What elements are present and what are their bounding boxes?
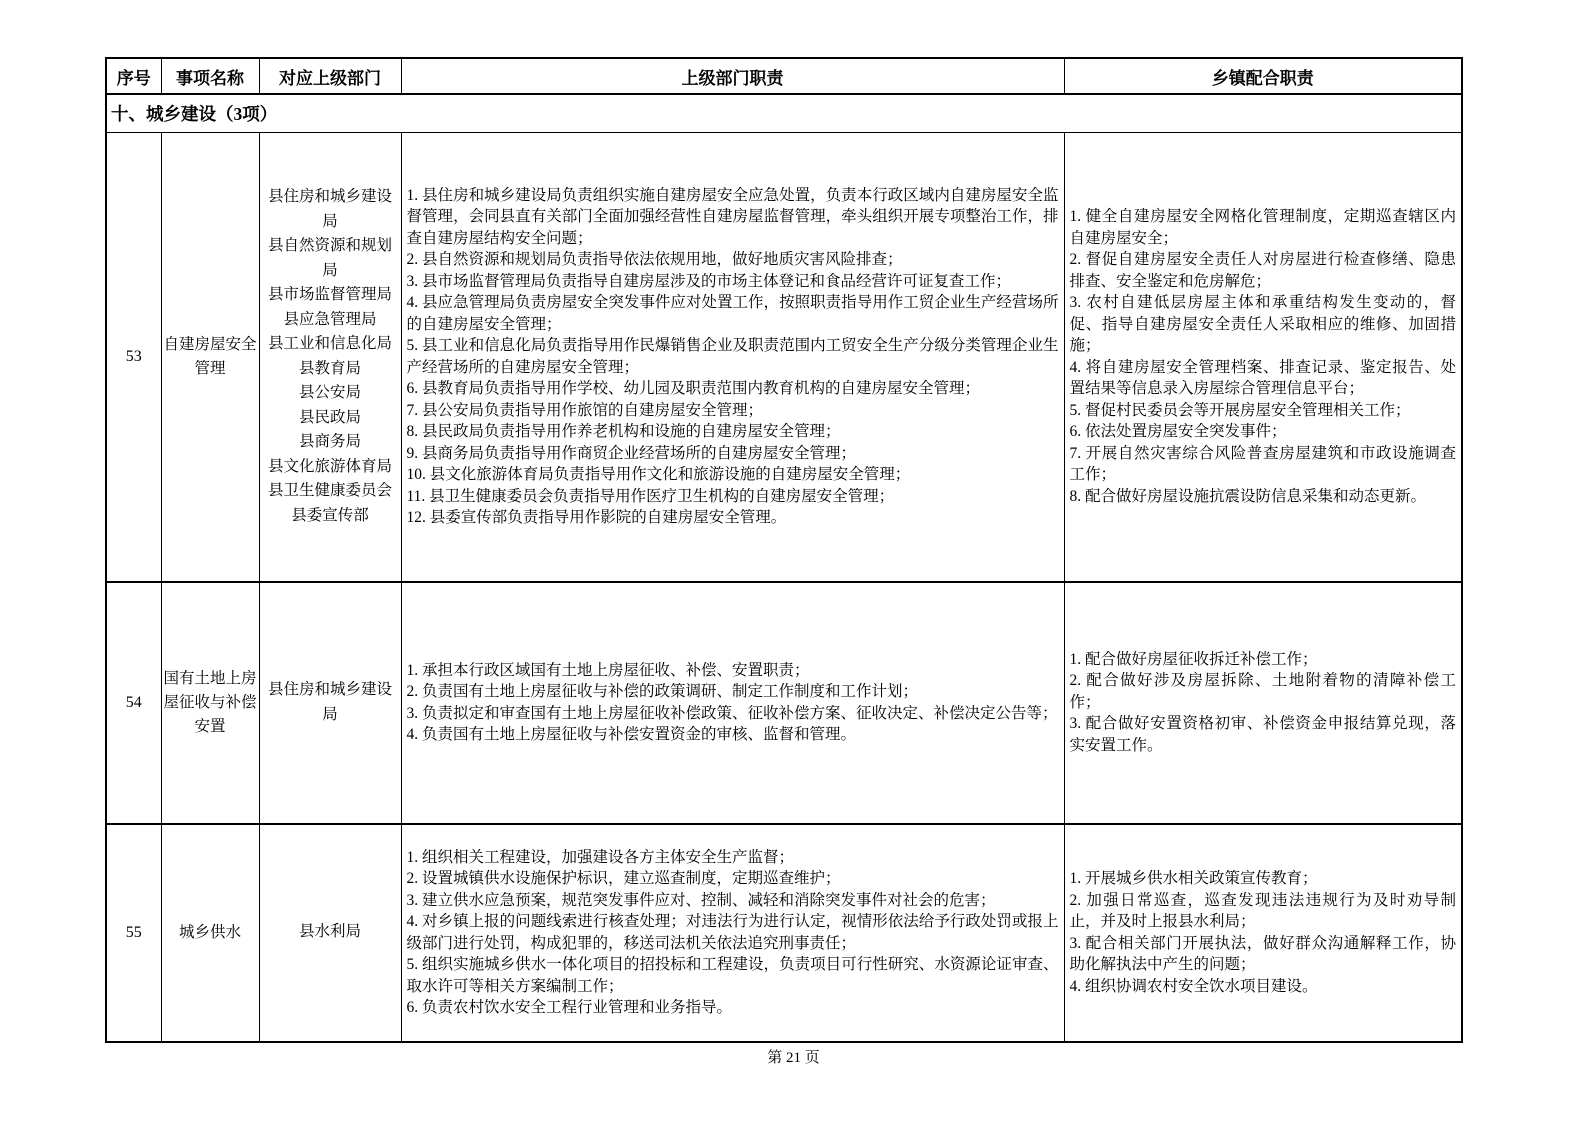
text-line: 2. 督促自建房屋安全责任人对房屋进行检查修缮、隐患排查、安全鉴定和危房解危； <box>1069 251 1456 290</box>
text-line: 2. 设置城镇供水设施保护标识，建立巡查制度，定期巡查维护； <box>406 870 841 887</box>
text-line: 县水利局 <box>298 923 361 941</box>
text-line: 3. 县市场监督管理局负责指导自建房屋涉及的市场主体登记和食品经营许可证复查工作； <box>406 272 1012 290</box>
text-line: 4. 对乡镇上报的问题线索进行核查处理；对违法行为进行认定，视情形依法给予行政处罚或报上级部门进行处罚，构成犯罪的，移送司法机关依法追究刑事责任； <box>406 913 1059 952</box>
text-line: 5. 督促村民委员会等开展房屋安全管理相关工作； <box>1069 401 1411 419</box>
text-line: 4. 负责国有土地上房屋征收与补偿安置资金的审核、监督和管理。 <box>406 726 857 743</box>
text-line: 6. 负责农村饮水安全工程行业管理和业务指导。 <box>406 999 733 1016</box>
text-line: 3. 配合做好安置资格初审、补偿资金申报结算兑现，落实安置工作。 <box>1069 715 1456 754</box>
text-line: 1. 组织相关工程建设，加强建设各方主体安全生产监督； <box>406 848 795 866</box>
column-header-superior-department: 对应上级部门 <box>259 58 401 94</box>
text-line: 1. 县住房和城乡建设局负责组织实施自建房屋安全应急处置，负责本行政区域内自建房屋安全监督管理，会同县直有关部门全面加强经营性自建房屋监督管理，牵头组织开展专项整治工作，排查自建房屋结构安全问题； <box>406 186 1059 247</box>
column-header-superior-duties: 上级部门职责 <box>401 58 1064 94</box>
text-line: 3. 农村自建低层房屋主体和承重结构发生变动的，督促、指导自建房屋安全责任人采取相应的维修、加固措施； <box>1069 294 1456 355</box>
text-line: 8. 配合做好房屋设施抗震设防信息采集和动态更新。 <box>1069 487 1427 505</box>
text-line: 县民政局 <box>298 408 361 426</box>
page-number: 第 21 页 <box>767 1050 820 1066</box>
row-departments <box>259 133 401 582</box>
section-header-row <box>106 94 1462 133</box>
text-line: 1. 承担本行政区域国有土地上房屋征收、补偿、安置职责； <box>406 661 810 679</box>
column-header-no: 序号 <box>106 58 161 94</box>
row-township-duties <box>1064 824 1462 1042</box>
row-no: 54 <box>106 582 161 824</box>
text-line: 3. 配合相关部门开展执法，做好群众沟通解释工作，协助化解执法中产生的问题； <box>1069 934 1456 973</box>
text-line: 县自然资源和规划局 <box>267 237 392 279</box>
text-line: 7. 县公安局负责指导用作旅馆的自建房屋安全管理； <box>406 401 764 419</box>
text-line: 8. 县民政局负责指导用作养老机构和设施的自建房屋安全管理； <box>406 423 841 441</box>
text-line: 6. 县教育局负责指导用作学校、幼儿园及职责范围内教育机构的自建房屋安全管理； <box>406 380 981 398</box>
row-superior-duties <box>401 133 1064 582</box>
text-line: 10. 县文化旅游体育局负责指导用作文化和旅游设施的自建房屋安全管理； <box>406 466 911 484</box>
row-departments <box>259 824 401 1042</box>
text-line: 县商务局 <box>298 433 361 451</box>
row-item-name: 国有土地上房屋征收与补偿安置 <box>161 582 259 824</box>
text-line: 3. 负责拟定和审查国有土地上房屋征收补偿政策、征收补偿方案、征收决定、补偿决定公告等； <box>406 704 1058 722</box>
text-line: 县文化旅游体育局 <box>267 457 392 475</box>
text-line: 4. 县应急管理局负责房屋安全突发事件应对处置工作，按照职责指导用作工贸企业生产经营场所的自建房屋安全管理； <box>406 294 1059 333</box>
text-line: 县委宣传部 <box>291 506 369 524</box>
text-line: 7. 开展自然灾害综合风险普查房屋建筑和市政设施调查工作； <box>1069 444 1456 484</box>
text-line: 5. 县工业和信息化局负责指导用作民爆销售企业及职责范围内工贸安全生产分级分类管理企业生产经营场所的自建房屋安全管理； <box>406 337 1059 376</box>
text-line: 县住房和城乡建设局 <box>267 188 392 230</box>
column-header-township-duties: 乡镇配合职责 <box>1064 58 1462 94</box>
text-line: 县市场监督管理局 <box>267 286 392 304</box>
table-header-row <box>106 58 1462 94</box>
table-row <box>106 133 1462 582</box>
text-line: 11. 县卫生健康委员会负责指导用作医疗卫生机构的自建房屋安全管理； <box>406 487 895 505</box>
text-line: 4. 组织协调农村安全饮水项目建设。 <box>1069 977 1318 995</box>
text-line: 县住房和城乡建设局 <box>267 681 392 723</box>
row-township-duties <box>1064 133 1462 582</box>
text-line: 2. 负责国有土地上房屋征收与补偿的政策调研、制定工作制度和工作计划； <box>406 683 919 700</box>
text-line: 1. 健全自建房屋安全网格化管理制度，定期巡查辖区内自建房屋安全； <box>1069 208 1456 247</box>
text-line: 4. 将自建房屋安全管理档案、排查记录、鉴定报告、处置结果等信息录入房屋综合管理信息平台； <box>1069 358 1456 398</box>
responsibility-matrix-table <box>105 57 1463 1043</box>
row-item-name: 自建房屋安全管理 <box>161 133 259 582</box>
row-superior-duties <box>401 824 1064 1042</box>
table-row <box>106 582 1462 824</box>
text-line: 1. 配合做好房屋征收拆迁补偿工作； <box>1069 650 1318 668</box>
text-line: 县公安局 <box>298 384 361 402</box>
text-line: 3. 建立供水应急预案，规范突发事件应对、控制、减轻和消除突发事件对社会的危害； <box>406 891 996 909</box>
text-line: 县应急管理局 <box>283 310 377 328</box>
text-line: 12. 县委宣传部负责指导用作影院的自建房屋安全管理。 <box>406 509 787 527</box>
text-line: 县教育局 <box>298 359 361 377</box>
row-departments <box>259 582 401 824</box>
row-item-name: 城乡供水 <box>161 824 259 1042</box>
text-line: 县卫生健康委员会 <box>267 482 392 500</box>
table-row <box>106 824 1462 1042</box>
column-header-item-name: 事项名称 <box>161 58 259 94</box>
text-line: 9. 县商务局负责指导用作商贸企业经营场所的自建房屋安全管理； <box>406 444 857 462</box>
text-line: 2. 加强日常巡查，巡查发现违法违规行为及时劝导制止，并及时上报县水利局； <box>1069 891 1456 930</box>
text-line: 5. 组织实施城乡供水一体化项目的招投标和工程建设，负责项目可行性研究、水资源论证审查、取水许可等相关方案编制工作； <box>406 956 1059 995</box>
row-no: 55 <box>106 824 161 1042</box>
row-township-duties <box>1064 582 1462 824</box>
section-title: 十、城乡建设（3项） <box>106 94 1462 133</box>
row-no: 53 <box>106 133 161 582</box>
text-line: 县工业和信息化局 <box>267 335 392 353</box>
text-line: 2. 配合做好涉及房屋拆除、土地附着物的清障补偿工作； <box>1069 672 1456 711</box>
text-line: 6. 依法处置房屋安全突发事件； <box>1069 423 1287 441</box>
row-superior-duties <box>401 582 1064 824</box>
text-line: 1. 开展城乡供水相关政策宣传教育； <box>1069 870 1318 887</box>
text-line: 2. 县自然资源和规划局负责指导依法依规用地，做好地质灾害风险排查； <box>406 251 903 269</box>
